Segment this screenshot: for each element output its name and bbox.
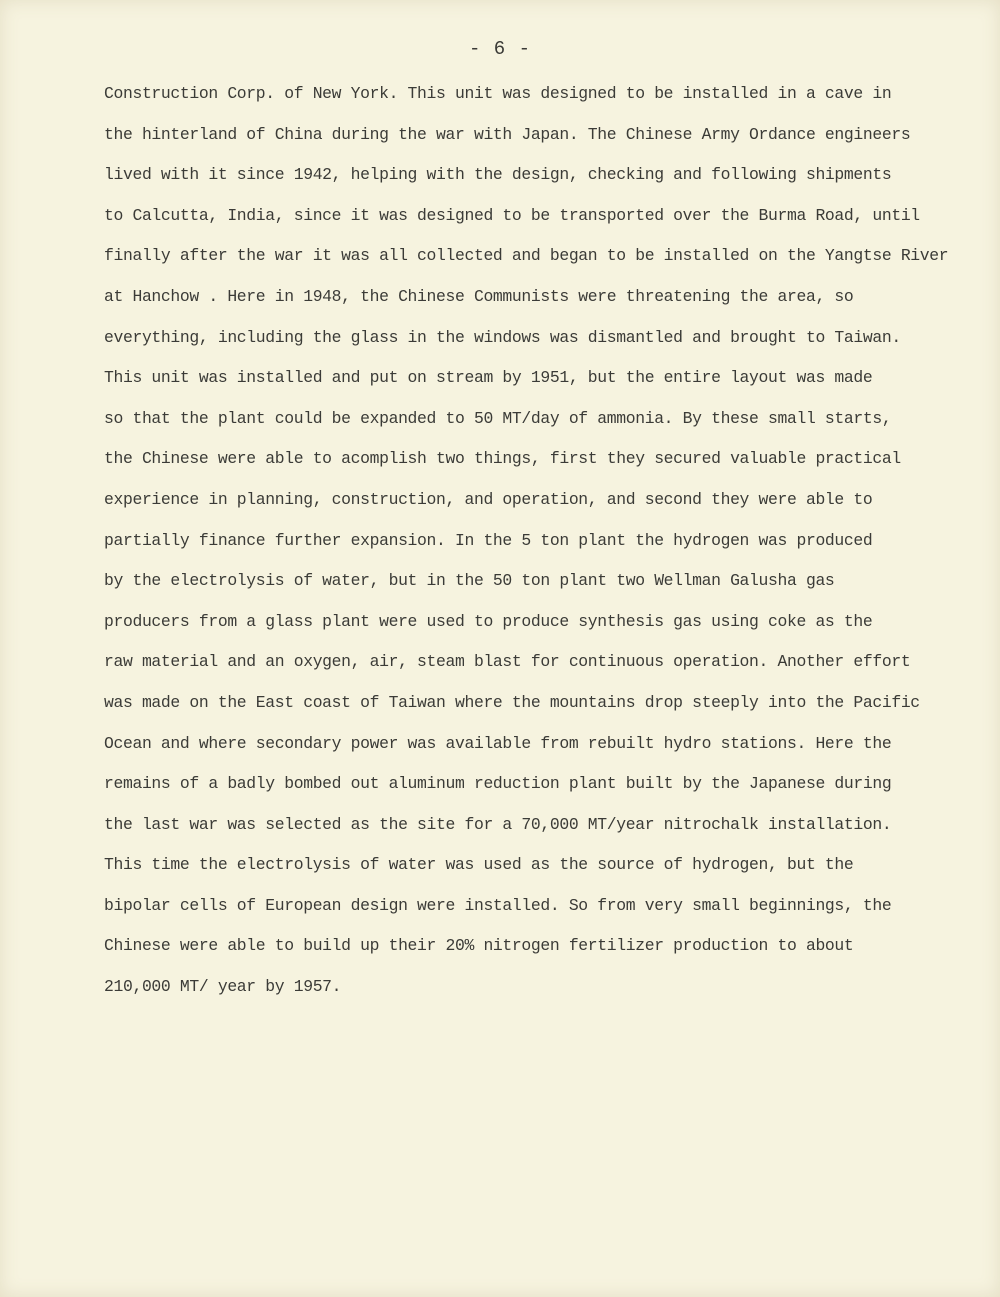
text-line: the hinterland of China during the war with Japan. The Chinese Army Ordance engineers (104, 124, 911, 144)
text-line: bipolar cells of European design were installed. So from very small beginnings, the (104, 895, 892, 915)
text-line: 210,000 MT/ year by 1957. (104, 977, 342, 997)
text-line: so that the plant could be expanded to 50 MT/day of ammonia. By these small starts, (104, 408, 892, 428)
text-line: to Calcutta, India, since it was designed to be transported over the Burma Road, until (104, 205, 920, 225)
text-line: experience in planning, construction, and operation, and second they were able to (104, 489, 873, 509)
text-line: lived with it since 1942, helping with the design, checking and following shipments (104, 165, 892, 185)
text-line: This time the electrolysis of water was used as the source of hydrogen, but the (104, 855, 854, 875)
text-line: producers from a glass plant were used to produce synthesis gas using coke as the (104, 611, 873, 631)
text-line: partially finance further expansion. In the 5 ton plant the hydrogen was produced (104, 530, 873, 550)
text-line: was made on the East coast of Taiwan where the mountains drop steeply into the Pacific (104, 692, 920, 712)
text-line: finally after the war it was all collected and began to be installed on the Yangtse River (104, 246, 949, 266)
page-number: - 6 - (468, 38, 531, 60)
text-line: by the electrolysis of water, but in the 50 ton plant two Wellman Galusha gas (104, 571, 835, 591)
text-line: remains of a badly bombed out aluminum reduction plant built by the Japanese during (104, 774, 892, 794)
text-line: Chinese were able to build up their 20% nitrogen fertilizer production to about (104, 936, 854, 956)
text-line: Construction Corp. of New York. This unit was designed to be installed in a cave in (104, 84, 892, 103)
text-line: the last war was selected as the site for a 70,000 MT/year nitrochalk installation. (104, 814, 892, 834)
text-line: This unit was installed and put on stream by 1951, but the entire layout was made (104, 368, 873, 388)
text-line: the Chinese were able to acomplish two things, first they secured valuable practical (104, 449, 901, 469)
text-line: at Hanchow . Here in 1948, the Chinese Communists were threatening the area, so (104, 286, 854, 306)
text-line: everything, including the glass in the windows was dismantled and brought to Taiwan. (104, 327, 901, 347)
text-line: raw material and an oxygen, air, steam blast for continuous operation. Another effort (104, 652, 911, 672)
body-text (104, 74, 974, 1008)
text-line: Ocean and where secondary power was available from rebuilt hydro stations. Here the (104, 733, 892, 753)
